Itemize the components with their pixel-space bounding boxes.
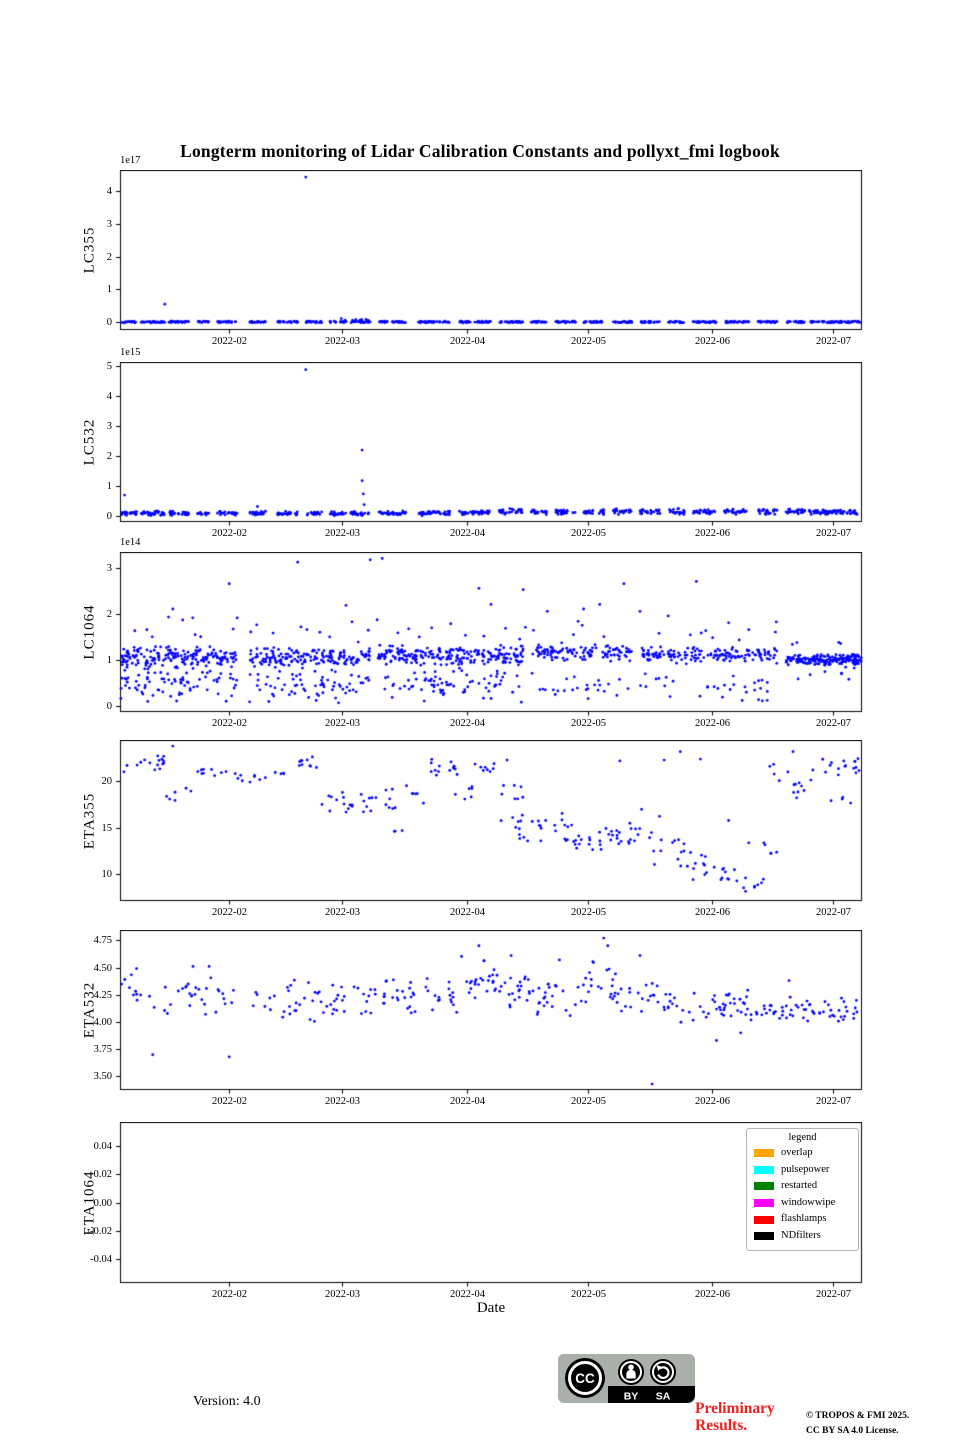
flashlamps-swatch-icon xyxy=(754,1216,774,1224)
preliminary-results-note: Preliminary Results. xyxy=(695,1400,775,1435)
x-tick-label: 2022-02 xyxy=(212,528,247,539)
overlap-swatch-icon xyxy=(754,1149,774,1157)
x-tick-label: 2022-05 xyxy=(571,718,606,729)
x-tick-label: 2022-05 xyxy=(571,1289,606,1300)
x-tick-label: 2022-07 xyxy=(816,528,851,539)
y-axis-label-lc1064: LC1064 xyxy=(81,604,98,660)
x-tick-label: 2022-02 xyxy=(212,1289,247,1300)
version-label: Version: 4.0 xyxy=(193,1394,261,1409)
subplot-eta1064 xyxy=(0,1122,960,1323)
y-axis-label-lc532: LC532 xyxy=(81,418,98,466)
y-axis-label-eta532: ETA532 xyxy=(81,981,98,1039)
y-tick-label: 4 xyxy=(106,185,112,197)
x-tick-label: 2022-03 xyxy=(325,907,360,918)
x-tick-label: 2022-04 xyxy=(450,336,485,347)
x-tick-label: 2022-02 xyxy=(212,718,247,729)
restarted-swatch-icon xyxy=(754,1182,774,1190)
svg-text:CC: CC xyxy=(575,1371,595,1386)
x-tick-label: 2022-03 xyxy=(325,1289,360,1300)
badge-bottom-bar xyxy=(608,1386,695,1403)
y-tick-label: 0.00 xyxy=(93,1197,112,1209)
y-tick-label: 4 xyxy=(106,390,112,402)
legend-item-windowwipe: windowwipe xyxy=(747,1195,858,1212)
cc-icon xyxy=(565,1358,605,1398)
eta355-plot-canvas xyxy=(112,740,870,910)
y-tick-label: 15 xyxy=(101,822,112,834)
copyright-note: © TROPOS & FMI 2025. CC BY SA 4.0 License. xyxy=(806,1411,910,1436)
y-tick-label: 4.25 xyxy=(93,989,112,1001)
legend-item-ndfilters: NDfilters xyxy=(747,1228,858,1245)
badge-by-label: BY xyxy=(623,1390,639,1403)
x-tick-label: 2022-05 xyxy=(571,1096,606,1107)
lc355-plot-canvas xyxy=(112,170,870,339)
y-tick-label: 0.04 xyxy=(93,1140,112,1152)
y-tick-label: 2 xyxy=(106,450,112,462)
y-tick-label: 3.75 xyxy=(93,1043,112,1055)
y-tick-label: 5 xyxy=(106,360,112,372)
x-tick-label: 2022-06 xyxy=(695,336,730,347)
y-tick-label: 4.50 xyxy=(93,962,112,974)
axis-offset-label: 1e15 xyxy=(120,347,141,358)
legend-item-restarted: restarted xyxy=(747,1178,858,1195)
figure-title: Longterm monitoring of Lidar Calibration Constants and pollyxt_fmi logbook xyxy=(180,141,780,161)
x-axis-title: Date xyxy=(476,1300,506,1316)
axis-offset-label: 1e17 xyxy=(120,155,141,166)
y-tick-label: 4.75 xyxy=(93,934,112,946)
y-tick-label: -0.04 xyxy=(90,1253,112,1265)
x-tick-label: 2022-06 xyxy=(695,528,730,539)
x-tick-label: 2022-06 xyxy=(695,1289,730,1300)
y-tick-label: 20 xyxy=(101,775,112,787)
x-tick-label: 2022-05 xyxy=(571,528,606,539)
x-tick-label: 2022-05 xyxy=(571,336,606,347)
x-tick-label: 2022-05 xyxy=(571,907,606,918)
subplot-lc532 xyxy=(0,347,960,562)
sa-share-alike-icon xyxy=(650,1359,676,1385)
y-tick-label: 0 xyxy=(106,316,112,328)
y-tick-label: 3.50 xyxy=(93,1070,112,1082)
lc1064-plot-canvas xyxy=(112,552,870,721)
y-tick-label: 0 xyxy=(106,510,112,522)
y-tick-label: -0.02 xyxy=(90,1225,112,1237)
y-axis-label-lc355: LC355 xyxy=(81,226,98,274)
legend-item-pulsepower: pulsepower xyxy=(747,1162,858,1179)
y-axis-label-eta355: ETA355 xyxy=(81,792,98,849)
y-axis-label-eta1064: ETA1064 xyxy=(81,1170,98,1235)
x-tick-label: 2022-04 xyxy=(450,718,485,729)
subplot-eta532 xyxy=(0,930,960,1130)
pulsepower-swatch-icon xyxy=(754,1166,774,1174)
legend-title: legend xyxy=(788,1132,817,1143)
y-tick-label: 2 xyxy=(106,251,112,263)
legend-item-overlap: overlap xyxy=(747,1145,858,1162)
x-tick-label: 2022-03 xyxy=(325,336,360,347)
x-tick-label: 2022-06 xyxy=(695,907,730,918)
x-tick-label: 2022-07 xyxy=(816,718,851,729)
x-tick-label: 2022-03 xyxy=(325,528,360,539)
x-tick-label: 2022-06 xyxy=(695,1096,730,1107)
x-tick-label: 2022-07 xyxy=(816,907,851,918)
y-tick-label: 4.00 xyxy=(93,1016,112,1028)
ndfilters-swatch-icon xyxy=(754,1232,774,1240)
x-tick-label: 2022-03 xyxy=(325,718,360,729)
legend-item-flashlamps: flashlamps xyxy=(747,1211,858,1228)
legend xyxy=(746,1128,859,1251)
subplot-lc355 xyxy=(0,155,960,370)
x-tick-label: 2022-07 xyxy=(816,1096,851,1107)
x-tick-label: 2022-04 xyxy=(450,1289,485,1300)
x-tick-label: 2022-02 xyxy=(212,1096,247,1107)
windowwipe-swatch-icon xyxy=(754,1199,774,1207)
x-tick-label: 2022-03 xyxy=(325,1096,360,1107)
y-tick-label: 10 xyxy=(101,868,112,880)
eta532-plot-canvas xyxy=(112,930,870,1099)
y-tick-label: 3 xyxy=(106,562,112,574)
cc-by-sa-badge xyxy=(558,1354,695,1403)
y-tick-label: 3 xyxy=(106,420,112,432)
x-tick-label: 2022-04 xyxy=(450,907,485,918)
subplot-lc1064 xyxy=(0,537,960,752)
y-tick-label: 0 xyxy=(106,700,112,712)
axis-offset-label: 1e14 xyxy=(120,537,141,548)
x-tick-label: 2022-02 xyxy=(212,336,247,347)
x-tick-label: 2022-07 xyxy=(816,336,851,347)
y-tick-label: 2 xyxy=(106,608,112,620)
y-tick-label: 1 xyxy=(106,283,112,295)
y-tick-label: 0.02 xyxy=(93,1168,112,1180)
x-tick-label: 2022-07 xyxy=(816,1289,851,1300)
subplot-eta355 xyxy=(0,740,960,941)
badge-sa-label: SA xyxy=(655,1390,671,1403)
x-tick-label: 2022-04 xyxy=(450,528,485,539)
by-person-icon xyxy=(618,1359,644,1385)
y-tick-label: 1 xyxy=(106,654,112,666)
x-tick-label: 2022-04 xyxy=(450,1096,485,1107)
x-tick-label: 2022-06 xyxy=(695,718,730,729)
y-tick-label: 3 xyxy=(106,218,112,230)
lc532-plot-canvas xyxy=(112,362,870,531)
x-tick-label: 2022-02 xyxy=(212,907,247,918)
y-tick-label: 1 xyxy=(106,480,112,492)
